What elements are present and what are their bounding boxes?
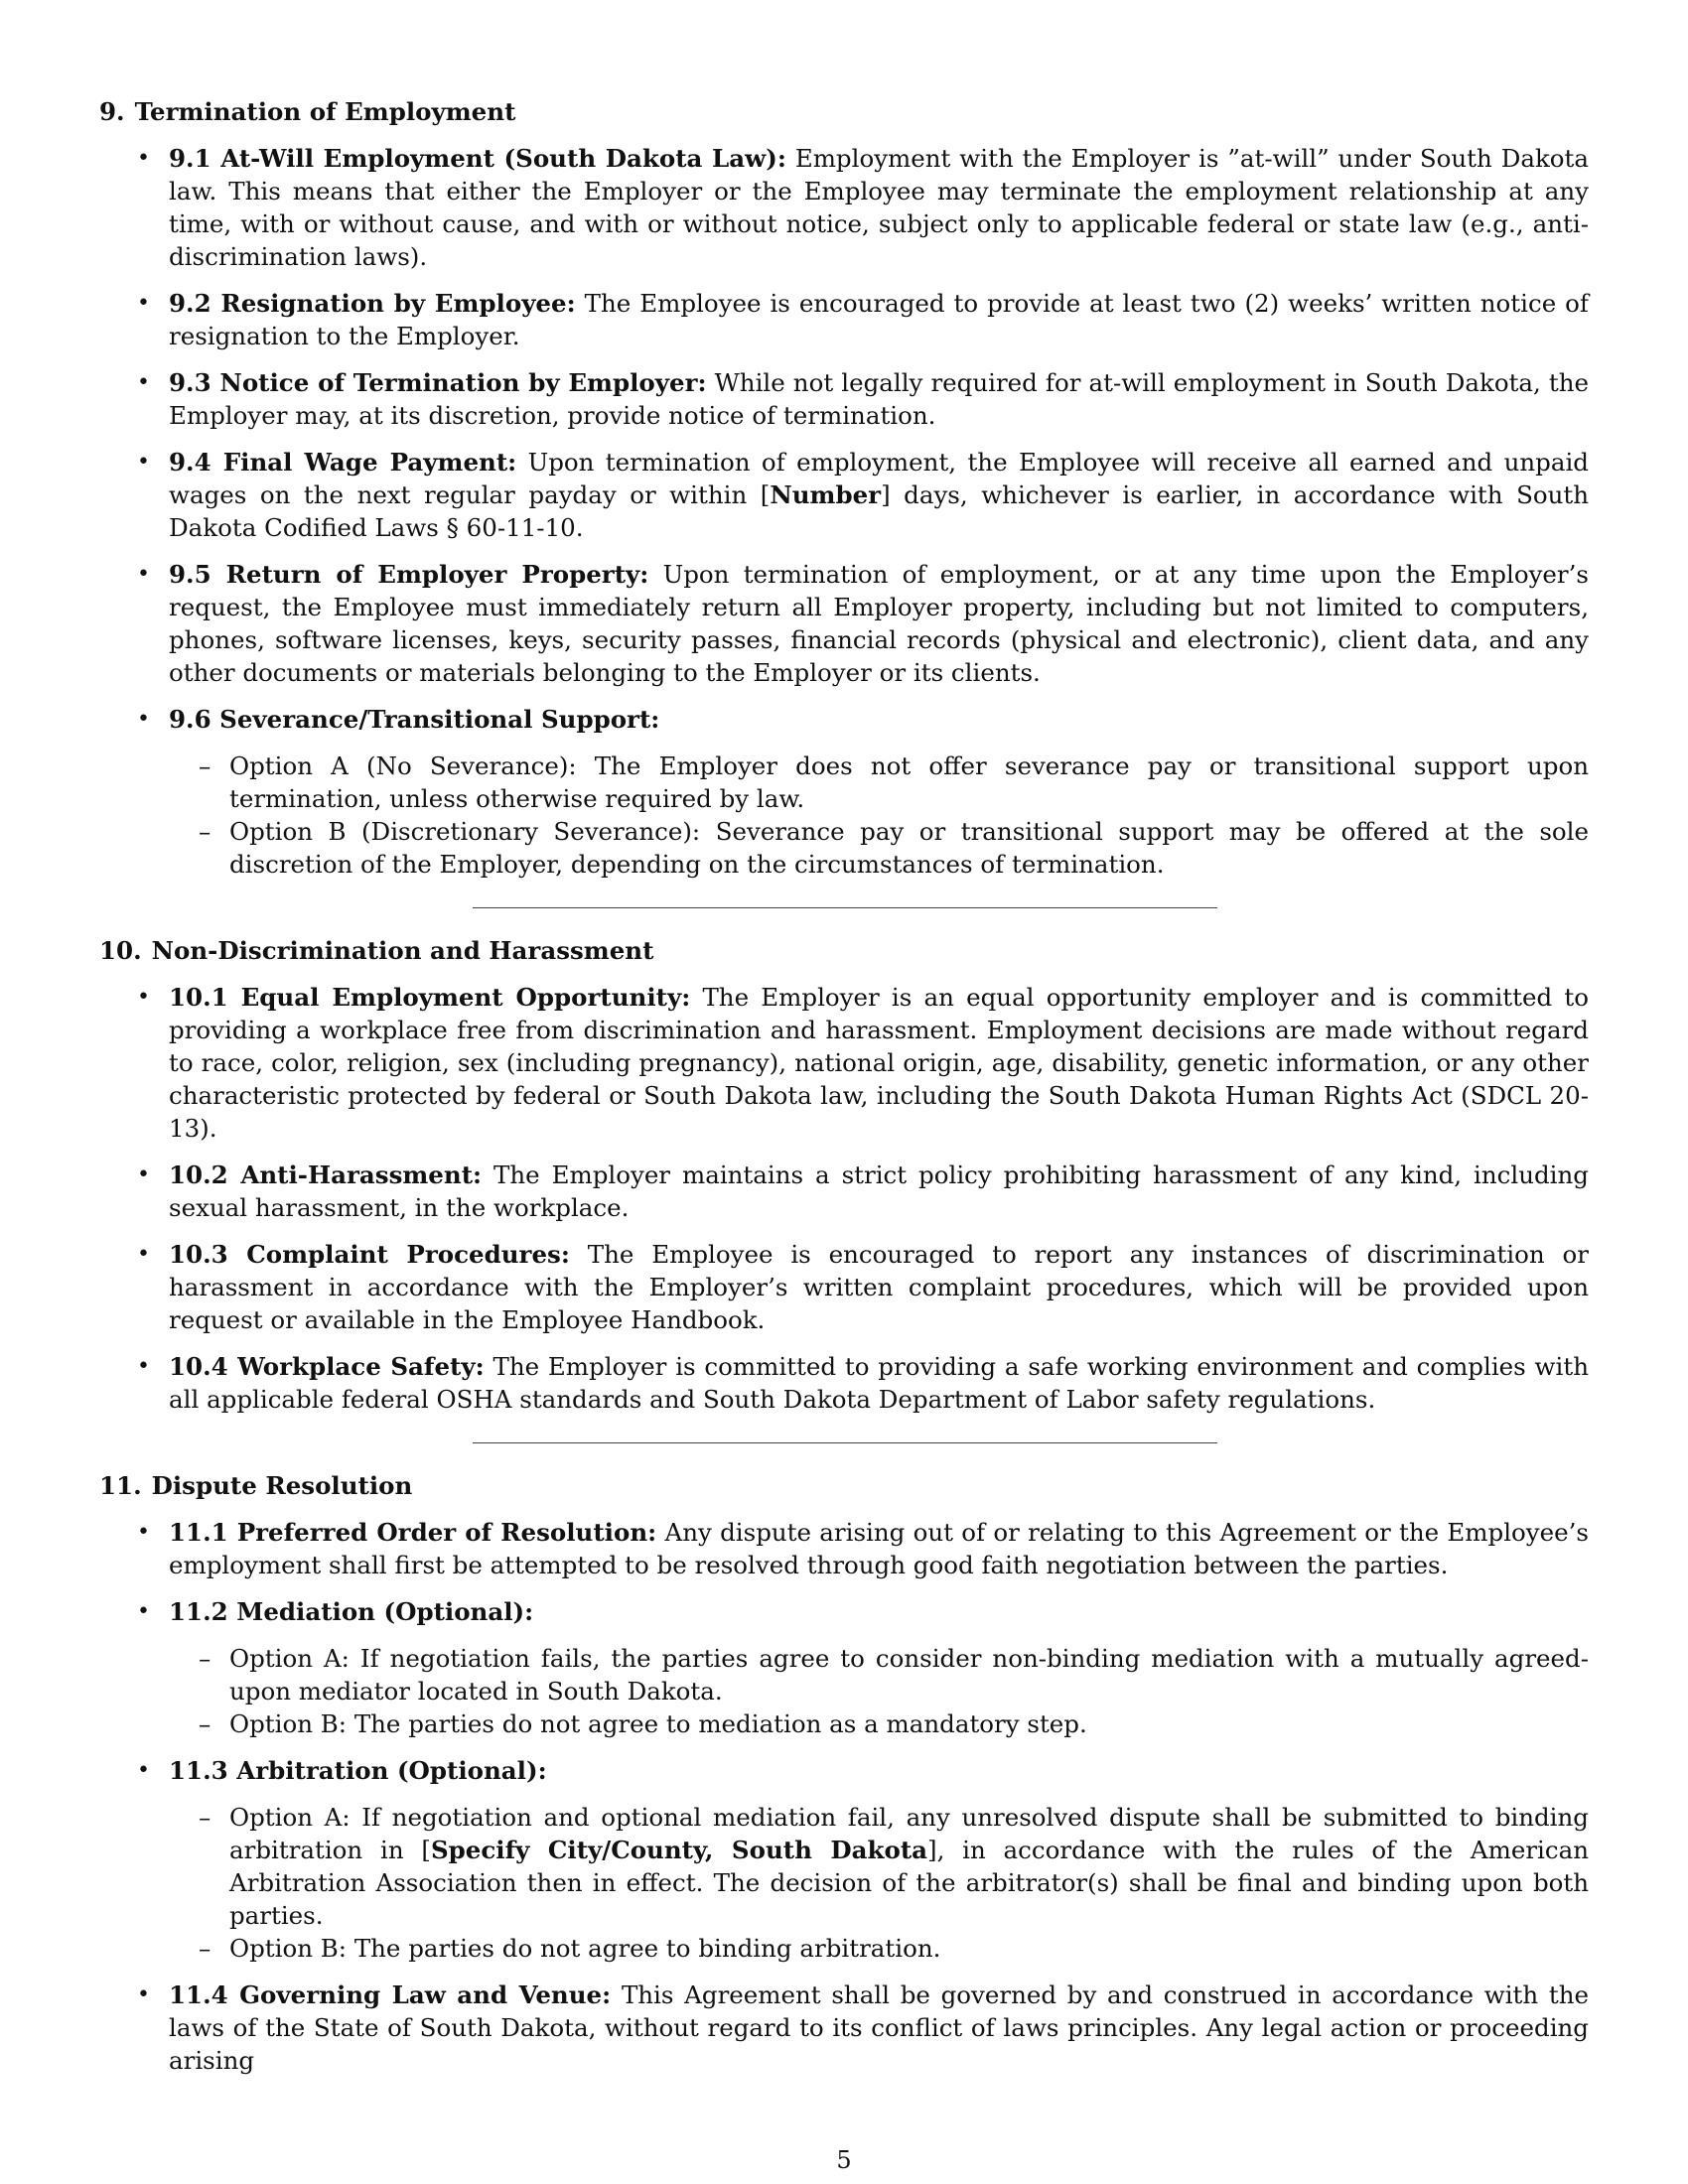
clause-11-3: • 11.3 Arbitration (Optional): – Option A: If negotiation and optional mediation fail, any unresolved dispute shall be submitted to binding arbitration in [Specify City/County, South Dakota], in accordance with the rules of the American Arbitration Association then in effect. The decision of the arbitrator(s) shall be final and binding upon both parties. – Option B: The parties do not agree to binding arbitration. (137, 1756, 1589, 1963)
bullet-icon: • (137, 985, 150, 1010)
bullet-icon: • (137, 1520, 150, 1545)
bullet-icon: • (137, 1354, 150, 1379)
clause-9-3: • 9.3 Notice of Termination by Employer: While not legally required for at-will employment in South Dakota, the Employer may, at its discretion, provide notice of termination. (137, 368, 1589, 430)
option-item: – Option B (Discretionary Severance): Severance pay or transitional support may be offered at the sole discretion of the Employer, depending on the circumstances of termination. (199, 817, 1589, 879)
clause-9-4: • 9.4 Final Wage Payment: Upon termination of employment, the Employee will receive all earned and unpaid wages on the next regular payday or within [Number] days, whichever is earlier, in accordance with South Dakota Codified Laws § 60-11-10. (137, 448, 1590, 542)
bullet-icon: • (137, 291, 150, 316)
bullet-icon: • (137, 1242, 150, 1267)
section-10-list (99, 981, 1589, 1416)
placeholder-number: Number (770, 480, 882, 509)
clause-10-2: • 10.2 Anti-Harassment: The Employer maintains a strict policy prohibiting harassment of any kind, including sexual harassment, in the workplace. (137, 1160, 1589, 1222)
section-divider (473, 1442, 1217, 1443)
bullet-icon: • (137, 707, 150, 732)
arbitration-options (169, 1801, 1589, 1965)
dash-icon: – (199, 1709, 211, 1738)
clause-10-3: • 10.3 Complaint Procedures: The Employee is encouraged to report any instances of discrimination or harassment in accordance with the Employer’s written complaint procedures, which will be provided upon request or available in the Employee Handbook. (137, 1240, 1589, 1334)
dash-icon: – (199, 817, 211, 846)
section-heading-termination: 9. Termination of Employment (99, 97, 516, 126)
placeholder-city-county: Specify City/County, South Dakota (430, 1836, 928, 1864)
bullet-icon: • (137, 562, 150, 587)
section-heading-non-discrimination: 10. Non-Discrimination and Harassment (99, 936, 654, 965)
clause-11-4: • 11.4 Governing Law and Venue: This Agreement shall be governed by and construed in accordance with the laws of the State of South Dakota, without regard to its conflict of laws principles. Any legal action or proceeding arising (137, 1980, 1589, 2075)
option-item: – Option A: If negotiation fails, the parties agree to consider non-binding mediation with a mutually agreed-upon mediator located in South Dakota. (199, 1644, 1589, 1706)
severance-options (169, 750, 1589, 881)
bullet-icon: • (137, 146, 150, 171)
document-page (99, 95, 1589, 2091)
option-item: – Option A: If negotiation and optional mediation fail, any unresolved dispute shall be submitted to binding arbitration in [Specify City/County, South Dakota], in accordance with the rules of the American Arbitration Association then in effect. The decision of the arbitrator(s) shall be final and binding upon both parties. (199, 1803, 1589, 1930)
bullet-icon: • (137, 1162, 150, 1187)
dash-icon: – (199, 751, 211, 780)
bullet-icon: • (137, 450, 150, 475)
option-item: – Option A (No Severance): The Employer does not offer severance pay or transitional support upon termination, unless otherwise required by law. (199, 751, 1589, 813)
mediation-options (169, 1642, 1589, 1740)
clause-9-5: • 9.5 Return of Employer Property: Upon termination of employment, or at any time upon the Employer’s request, the Employee must immediately return all Employer property, including but not limited to computers, phones, software licenses, keys, security passes, financial records (physical and electronic), client data, and any other documents or materials belonging to the Employer or its clients. (137, 560, 1589, 687)
section-9-list (99, 142, 1589, 881)
clause-10-1: • 10.1 Equal Employment Opportunity: The Employer is an equal opportunity employer and is committed to providing a workplace free from discrimination and harassment. Employment decisions are made without regard to race, color, religion, sex (including pregnancy), national origin, age, disability, genetic information, or any other characteristic protected by federal or South Dakota law, including the South Dakota Human Rights Act (SDCL 20-13). (137, 983, 1589, 1143)
bullet-icon: • (137, 370, 150, 395)
clause-11-1: • 11.1 Preferred Order of Resolution: Any dispute arising out of or relating to this Agreement or the Employee’s employment shall first be attempted to be resolved through good faith negotiation between the parties. (137, 1518, 1589, 1579)
dash-icon: – (199, 1934, 211, 1963)
clause-9-6: • 9.6 Severance/Transitional Support: – Option A (No Severance): The Employer does not offer severance pay or transitional support upon termination, unless otherwise required by law. – Option B (Discretionary Severance): Severance pay or transitional support may be offered at the sole discretion of the Employer, depending on the circumstances of termination. (137, 705, 1589, 879)
bullet-icon: • (137, 1758, 150, 1783)
section-divider (473, 907, 1217, 908)
option-item: – Option B: The parties do not agree to binding arbitration. (199, 1934, 941, 1963)
bullet-icon: • (137, 1982, 150, 2007)
section-heading-dispute-resolution: 11. Dispute Resolution (99, 1471, 413, 1500)
dash-icon: – (199, 1644, 211, 1673)
clause-9-1: • 9.1 At-Will Employment (South Dakota Law): Employment with the Employer is ”at-will” under South Dakota law. This means that either the Employer or the Employee may terminate the employment relationship at any time, with or without cause, and with or without notice, subject only to applicable federal or state law (e.g., anti-discrimination laws). (137, 144, 1590, 271)
section-11-list (99, 1516, 1589, 2077)
page-number: 5 (836, 2146, 852, 2174)
option-item: – Option B: The parties do not agree to mediation as a mandatory step. (199, 1709, 1087, 1738)
clause-10-4: • 10.4 Workplace Safety: The Employer is committed to providing a safe working environment and complies with all applicable federal OSHA standards and South Dakota Department of Labor safety regulations. (137, 1352, 1589, 1414)
clause-11-2: • 11.2 Mediation (Optional): – Option A: If negotiation fails, the parties agree to consider non-binding mediation with a mutually agreed-upon mediator located in South Dakota. – Option B: The parties do not agree to mediation as a mandatory step. (137, 1597, 1589, 1738)
clause-9-2: • 9.2 Resignation by Employee: The Employee is encouraged to provide at least two (2) weeks’ written notice of resignation to the Employer. (137, 289, 1589, 350)
bullet-icon: • (137, 1599, 150, 1624)
dash-icon: – (199, 1803, 211, 1832)
